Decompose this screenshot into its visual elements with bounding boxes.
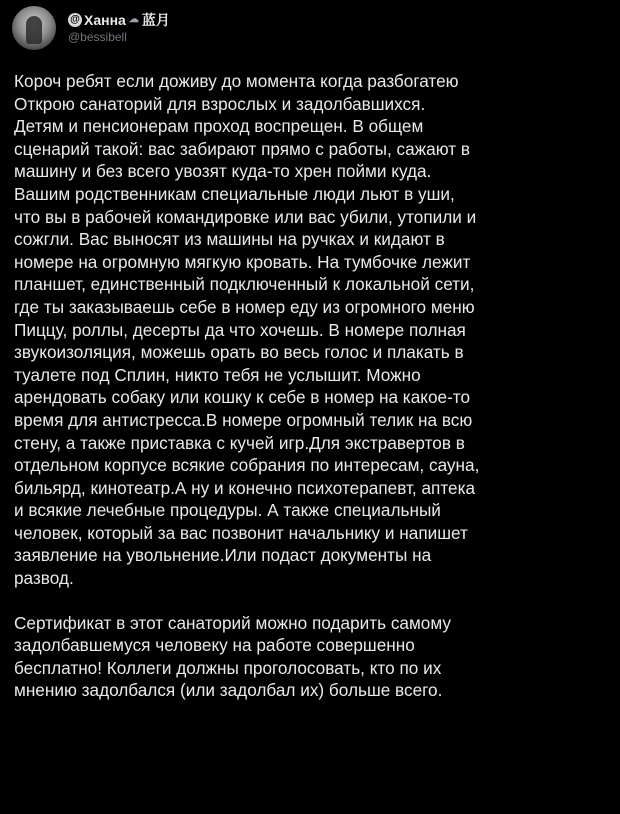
post-header xyxy=(12,4,170,52)
author-display-suffix: 蓝月 xyxy=(141,12,170,28)
post-body xyxy=(14,70,610,702)
author-display-name: Ханна xyxy=(84,12,126,28)
post-paragraph-1: Короч ребят если доживу до момента когда разбогатею Открою санаторий для взрослых и задолбавшихся. Детям и пенсионерам проход воспрещен. В общем сценарий такой: вас забирают прямо с работы, сажают в машину и без всего увозят куда-то хрен пойми куда. Вашим родственникам специальные люди льют в уши, что вы в рабочей командировке или вас убили, утопили и сожгли. Вас выносят из машины на ручках и кидают в номере на огромную мягкую кровать. На тумбочке лежит планшет, единственный подключенный к локальной сети, где ты заказываешь себе в номер еду из огромного меню Пиццу, роллы, десерты да что хочешь. В номере полная звукоизоляция, можешь орать во весь голос и плакать в туалете под Сплин, никто тебя не услышит. Можно арендовать собаку или кошку к себе в номер на какое-то время для антистресса.В номере огромный телик на всю стену, а также приставка с кучей игр.Для экстравертов в отдельном корпусе всякие собрания по интересам, сауна, бильярд, кинотеатр.А ну и конечно психотерапевт, аптека и всякие лечебные процедуры. А также специальный человек, который за вас позвонит начальнику и напишет заявление на увольнение.Или подаст документы на развод. xyxy=(14,71,480,589)
avatar[interactable] xyxy=(12,6,56,50)
author-name-row[interactable] xyxy=(68,11,170,29)
author-block xyxy=(68,11,170,45)
emoji-icon: @ xyxy=(68,13,82,27)
cloud-icon: ☁ xyxy=(128,14,139,25)
post-paragraph-2: Сертификат в этот санаторий можно подарить самому задолбавшемуся человеку на работе совершенно бесплатно! Коллеги должны проголосовать, кто по их мнению задолбался (или задолбал их) больше всего. xyxy=(14,612,451,701)
author-handle[interactable]: @bessibell xyxy=(68,30,127,44)
avatar-figure xyxy=(26,16,42,44)
